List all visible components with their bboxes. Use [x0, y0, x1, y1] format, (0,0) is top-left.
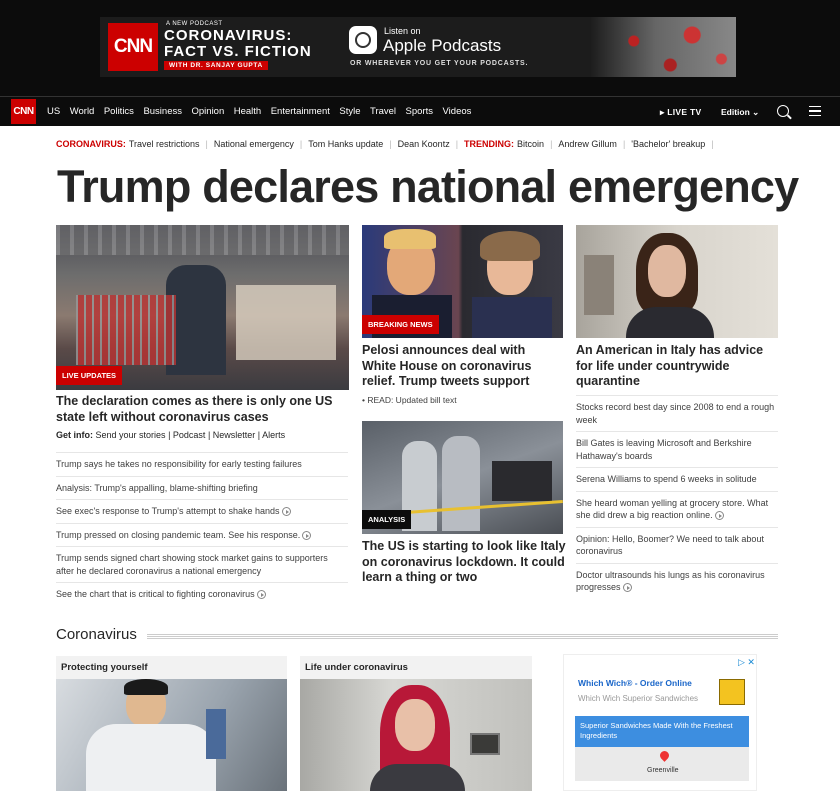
- col2-headline-2[interactable]: The US is starting to look like Italy on coronavirus lockdown. It could learn a thing or two: [362, 539, 566, 584]
- live-tv-link[interactable]: ▸ LIVE TV: [660, 107, 702, 117]
- trend-link[interactable]: Bitcoin: [517, 139, 545, 149]
- nav-link-videos[interactable]: Videos: [442, 106, 472, 117]
- banner-title-line2: FACT VS. FICTION: [164, 43, 312, 60]
- ad-title[interactable]: Which Wich® - Order Online: [578, 678, 692, 688]
- get-info-label: Get info:: [56, 430, 93, 440]
- play-icon: [257, 590, 266, 599]
- nav-link-opinion[interactable]: Opinion: [191, 106, 225, 117]
- nav-link-health[interactable]: Health: [233, 106, 262, 117]
- trend-link[interactable]: Tom Hanks update: [308, 139, 384, 149]
- list-item[interactable]: Opinion: Hello, Boomer? We need to talk about coronavirus: [576, 527, 778, 563]
- top-ad-area: [0, 0, 840, 96]
- search-icon[interactable]: [777, 105, 789, 117]
- section-title[interactable]: Coronavirus: [56, 626, 137, 643]
- main-headline[interactable]: Trump declares national emergency: [57, 161, 799, 212]
- list-item[interactable]: Bill Gates is leaving Microsoft and Berkshire Hathaway's boards: [576, 431, 778, 467]
- getinfo-link[interactable]: Alerts: [262, 430, 286, 440]
- hamburger-menu-icon[interactable]: [809, 106, 821, 116]
- getinfo-link[interactable]: Podcast: [172, 430, 206, 440]
- trend-link[interactable]: Travel restrictions: [128, 139, 200, 149]
- getinfo-link[interactable]: Newsletter: [212, 430, 256, 440]
- nav-link-entertainment[interactable]: Entertainment: [270, 106, 330, 117]
- which-wich-logo: [719, 679, 745, 705]
- nav-link-world[interactable]: World: [69, 106, 95, 117]
- main-nav: [0, 96, 840, 126]
- banner-title-line1: CORONAVIRUS:: [164, 27, 293, 44]
- list-item[interactable]: See exec's response to Trump's attempt to shake hands: [56, 499, 348, 523]
- trend-link[interactable]: Andrew Gillum: [558, 139, 617, 149]
- list-item[interactable]: Doctor ultrasounds his lungs as his coronavirus progresses: [576, 563, 778, 599]
- woman-in-italy-image[interactable]: [576, 225, 778, 338]
- list-item[interactable]: Trump pressed on closing pandemic team. See his response.: [56, 523, 348, 547]
- list-item[interactable]: Trump says he takes no responsibility for early testing failures: [56, 452, 348, 476]
- nav-link-business[interactable]: Business: [143, 106, 182, 117]
- col1-list: [56, 452, 348, 606]
- list-item[interactable]: Analysis: Trump's appalling, blame-shifting briefing: [56, 476, 348, 500]
- nav-cnn-logo[interactable]: CNN: [11, 99, 36, 124]
- listen-on-text: Listen on: [384, 26, 421, 36]
- nav-link-sports[interactable]: Sports: [405, 106, 434, 117]
- trending-bar: CORONAVIRUS: Travel restrictions | National emergency | Tom Hanks update | Dean Koontz | TRENDING: Bitcoin | Andrew Gillum | 'Bachelor' breakup |: [56, 139, 714, 149]
- podcast-icon: [349, 26, 377, 54]
- woman-red-hair-image[interactable]: [300, 679, 532, 791]
- card-title-protecting[interactable]: Protecting yourself: [56, 656, 287, 679]
- trend-link[interactable]: Dean Koontz: [397, 139, 450, 149]
- ad-close-icon[interactable]: ▷ ✕: [738, 657, 755, 667]
- nav-link-us[interactable]: US: [47, 106, 61, 117]
- ad-message-box[interactable]: Superior Sandwiches Made With the Freshest Ingredients: [575, 716, 749, 747]
- banner-or-text: OR WHEREVER YOU GET YOUR PODCASTS.: [350, 60, 529, 67]
- col1-headline[interactable]: The declaration comes as there is only one US state left without coronavirus cases: [56, 394, 333, 424]
- get-info-row: Get info: Send your stories | Podcast | Newsletter | Alerts: [56, 430, 286, 440]
- nav-link-style[interactable]: Style: [339, 106, 361, 117]
- sandwich-ad[interactable]: [563, 654, 757, 791]
- play-icon: [715, 511, 724, 520]
- ad-map[interactable]: [575, 747, 749, 781]
- nav-link-politics[interactable]: Politics: [103, 106, 134, 117]
- edition-dropdown[interactable]: Edition ⌄: [721, 107, 760, 117]
- map-pin-icon: [658, 749, 671, 762]
- col3-headline[interactable]: An American in Italy has advice for life under countrywide quarantine: [576, 343, 764, 388]
- list-item[interactable]: Trump sends signed chart showing stock market gains to supporters after he declared coronavirus a national emergency: [56, 546, 348, 582]
- list-item[interactable]: Serena Williams to spend 6 weeks in solitude: [576, 467, 778, 491]
- col3-list: [576, 395, 778, 599]
- play-icon: [302, 531, 311, 540]
- apple-podcasts-text: Apple Podcasts: [383, 36, 502, 55]
- getinfo-link[interactable]: Send your stories: [95, 430, 166, 440]
- banner-subtitle: WITH DR. SANJAY GUPTA: [164, 61, 268, 70]
- nav-links: [47, 106, 481, 117]
- ad-subtitle: Which Wich Superior Sandwiches: [578, 694, 699, 703]
- lab-worker-image[interactable]: [56, 679, 287, 791]
- play-icon: [623, 583, 632, 592]
- virus-image: [590, 17, 736, 77]
- section-divider: [147, 634, 778, 639]
- podcast-banner-ad[interactable]: [100, 17, 736, 77]
- card-title-life[interactable]: Life under coronavirus: [300, 656, 532, 679]
- trend-link[interactable]: 'Bachelor' breakup: [631, 139, 706, 149]
- list-item[interactable]: She heard woman yelling at grocery store. What she did drew a big reaction online.: [576, 491, 778, 527]
- analysis-label: ANALYSIS: [362, 510, 411, 529]
- cnn-logo: CNN: [108, 23, 158, 71]
- banner-kicker: A NEW PODCAST: [166, 21, 223, 27]
- trend-link[interactable]: National emergency: [213, 139, 294, 149]
- map-city-label: Greenville: [647, 767, 679, 774]
- play-icon: [282, 507, 291, 516]
- breaking-news-label: BREAKING NEWS: [362, 315, 439, 334]
- col2-headline-1[interactable]: Pelosi announces deal with White House on coronavirus relief. Trump tweets support: [362, 343, 532, 388]
- list-item[interactable]: Stocks record best day since 2008 to end a rough week: [576, 395, 778, 431]
- list-item[interactable]: See the chart that is critical to fighting coronavirus: [56, 582, 348, 606]
- coronavirus-label: CORONAVIRUS:: [56, 139, 126, 149]
- trending-label: TRENDING:: [464, 139, 515, 149]
- live-updates-label: LIVE UPDATES: [56, 366, 122, 385]
- read-bill-link[interactable]: • READ: Updated bill text: [362, 395, 457, 405]
- nav-link-travel[interactable]: Travel: [370, 106, 397, 117]
